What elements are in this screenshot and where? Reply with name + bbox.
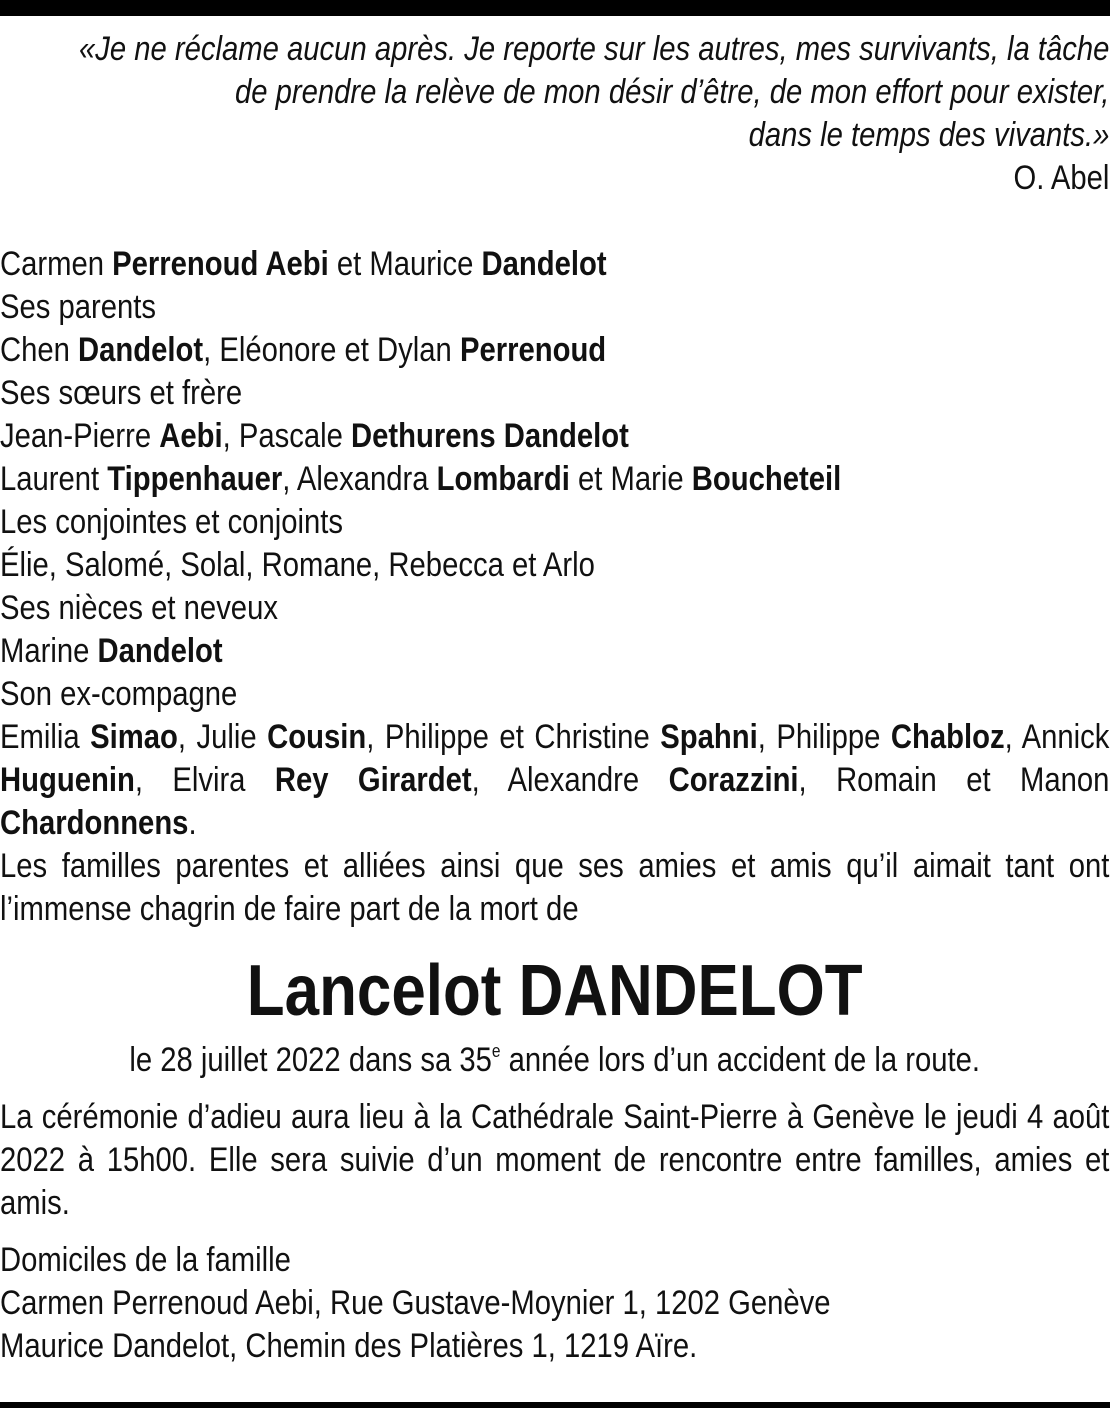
death-date-text-end: année lors d’un accident de la route.	[500, 1041, 981, 1079]
surname: Boucheteil	[691, 460, 842, 498]
text-segment: , Pascale	[222, 417, 352, 455]
surname: Aebi	[159, 417, 223, 455]
text-segment: , Annick	[1004, 718, 1110, 756]
epigraph-line: de prendre la relève de mon désir d’être, de mon effort pour exister,	[234, 73, 1110, 111]
family-list	[0, 243, 1109, 931]
text-segment: , Alexandre	[471, 761, 669, 799]
surname: Spahni	[660, 718, 758, 756]
parents-names	[0, 243, 1109, 286]
epigraph-line: «Je ne réclame aucun après. Je reporte sur les autres, mes survivants, la tâche	[78, 30, 1110, 68]
surname: Cousin	[267, 718, 367, 756]
epigraph-author: O. Abel	[1013, 159, 1110, 197]
surname: Perrenoud Aebi	[112, 245, 329, 283]
spouses-names-2	[0, 458, 1109, 501]
nephews-label: Ses nièces et neveux	[0, 589, 278, 627]
text-segment: Laurent	[0, 460, 108, 498]
surname: Chardonnens	[0, 804, 189, 842]
bottom-rule	[0, 1402, 1110, 1408]
surname: Chabloz	[890, 718, 1005, 756]
text-segment: , Julie	[177, 718, 268, 756]
domicile-address: Maurice Dandelot, Chemin des Platières 1, 1219 Aïre.	[0, 1327, 698, 1365]
text-segment: , Philippe	[757, 718, 891, 756]
text-segment: , Alexandra	[282, 460, 437, 498]
spouses-label: Les conjointes et conjoints	[0, 503, 343, 541]
text-segment: Carmen	[0, 245, 113, 283]
surname: Dethurens Dandelot	[351, 417, 629, 455]
text-segment: et Maurice	[328, 245, 482, 283]
ex-partner-label: Son ex-compagne	[0, 675, 238, 713]
text-segment: .	[188, 804, 197, 842]
epigraph	[0, 28, 1109, 200]
text-segment: Marine	[0, 632, 98, 670]
surname: Lombardi	[436, 460, 570, 498]
surname: Simao	[90, 718, 178, 756]
nephews-names: Élie, Salomé, Solal, Romane, Rebecca et Arlo	[0, 546, 595, 584]
death-date-line	[0, 1039, 1109, 1082]
ceremony-info: La cérémonie d’adieu aura lieu à la Cathédrale Saint-Pierre à Genève le jeudi 4 août 2022 à 15h00. Elle sera suivie d’un moment de rencontre entre familles, amies et amis.	[0, 1098, 1110, 1222]
text-segment: Jean-Pierre	[0, 417, 160, 455]
domiciles-title: Domiciles de la famille	[0, 1241, 291, 1279]
siblings-label: Ses sœurs et frère	[0, 374, 243, 412]
ordinal-suffix: e	[491, 1041, 501, 1061]
surname: Perrenoud	[459, 331, 607, 369]
epigraph-line: dans le temps des vivants.»	[748, 116, 1110, 154]
text-segment: Chen	[0, 331, 79, 369]
text-segment: et Marie	[569, 460, 692, 498]
surname: Corazzini	[668, 761, 799, 799]
spacer	[0, 200, 1109, 243]
parents-label: Ses parents	[0, 288, 157, 326]
text-segment: Emilia	[0, 718, 91, 756]
surname: Dandelot	[97, 632, 223, 670]
surname: Rey Girardet	[274, 761, 472, 799]
death-date-text: le 28 juillet 2022 dans sa 35	[129, 1041, 492, 1079]
ex-partner-name	[0, 630, 1109, 673]
text-segment: , Elvira	[134, 761, 275, 799]
surname: Dandelot	[481, 245, 607, 283]
surname: Huguenin	[0, 761, 135, 799]
domicile-address: Carmen Perrenoud Aebi, Rue Gustave-Moynier 1, 1202 Genève	[0, 1284, 831, 1322]
text-segment: , Romain et Manon	[798, 761, 1110, 799]
text-segment: , Eléonore et Dylan	[203, 331, 460, 369]
announcement-text: Les familles parentes et alliées ainsi que ses amies et amis qu’il aimait tant ont l’immense chagrin de faire part de la mort de	[0, 847, 1110, 928]
spouses-names-1	[0, 415, 1109, 458]
surname: Tippenhauer	[107, 460, 283, 498]
friends-names	[0, 716, 1109, 845]
text-segment: , Philippe et Christine	[366, 718, 661, 756]
surname: Dandelot	[78, 331, 204, 369]
obituary-notice	[0, 28, 1110, 1368]
top-rule	[0, 0, 1110, 16]
deceased-name: Lancelot DANDELOT	[246, 951, 863, 1031]
domiciles	[0, 1239, 1109, 1368]
siblings-names	[0, 329, 1109, 372]
